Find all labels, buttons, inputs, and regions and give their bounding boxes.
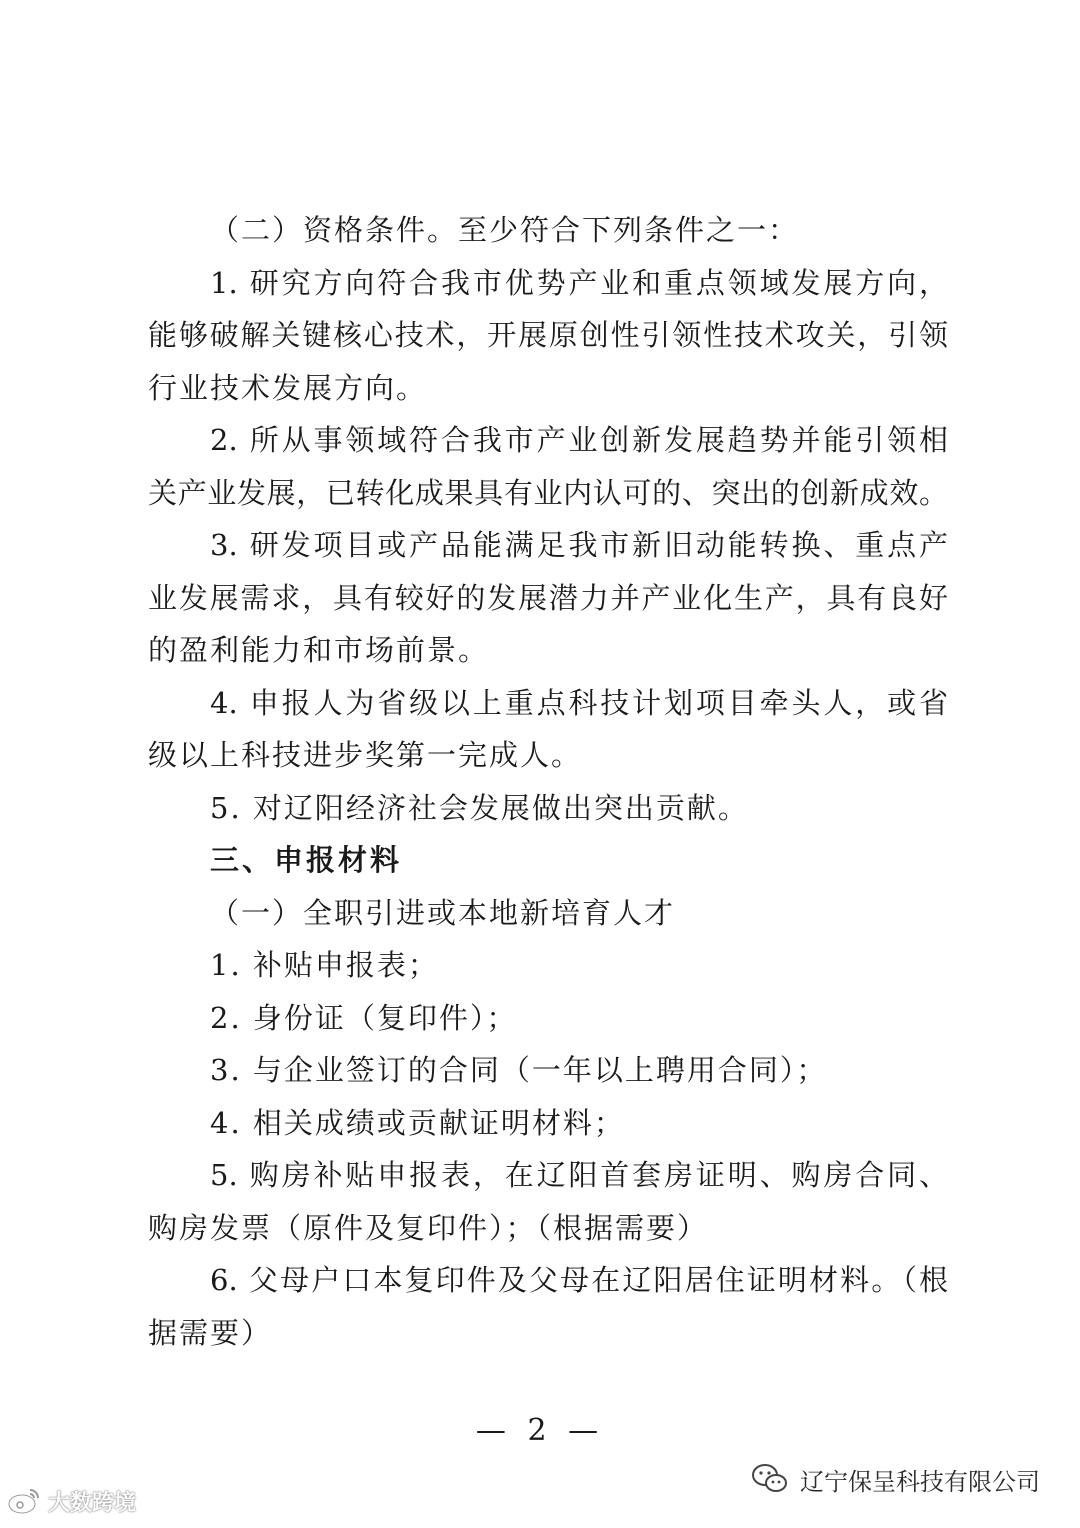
text-line: 5. 购房补贴申报表，在辽阳首套房证明、购房合同、 <box>210 1158 948 1192</box>
watermark-left <box>6 1482 136 1520</box>
text-line: 业发展需求，具有较好的发展潜力并产业化生产，具有良好 <box>148 580 948 615</box>
watermark-left-text: 大数跨境 <box>48 1490 137 1516</box>
text-line: （二）资格条件。至少符合下列条件之一： <box>210 213 800 247</box>
text-line: 1. 研究方向符合我市优势产业和重点领域发展方向， <box>210 265 948 300</box>
text-line: 的盈利能力和市场前景。 <box>148 633 490 667</box>
document-body <box>148 204 948 1359</box>
text-line: 级以上科技进步奖第一完成人。 <box>148 738 583 772</box>
text-line: 关产业发展，已转化成果具有业内认可的、突出的创新成效。 <box>148 475 948 510</box>
watermark-right <box>750 1457 1040 1501</box>
text-line: 2. 所从事领域符合我市产业创新发展趋势并能引领相 <box>210 423 948 457</box>
text-line: 据需要） <box>148 1315 273 1350</box>
text-line: 行业技术发展方向。 <box>148 370 428 405</box>
section-heading: 三、申报材料 <box>210 843 403 877</box>
text-line: 3. 与企业签订的合同（一年以上聘用合同）； <box>210 1053 828 1087</box>
text-line: 4. 申报人为省级以上重点科技计划项目牵头人，或省 <box>210 685 948 720</box>
text-line: 4. 相关成绩或贡献证明材料； <box>210 1105 625 1140</box>
text-line: 购房发票（原件及复印件）；（根据需要） <box>148 1210 709 1245</box>
watermark-right-text: 辽宁保呈科技有限公司 <box>800 1467 1040 1496</box>
text-line: 5. 对辽阳经济社会发展做出突出贡献。 <box>210 790 749 825</box>
wechat-icon <box>750 1462 790 1496</box>
text-line: 3. 研发项目或产品能满足我市新旧动能转换、重点产 <box>210 528 948 562</box>
text-line: 1. 补贴申报表； <box>210 948 439 982</box>
text-line: 能够破解关键核心技术，开展原创性引领性技术攻关，引领 <box>148 318 948 352</box>
page-number: — 2 — <box>475 1413 605 1448</box>
text-line: 2. 身份证（复印件）； <box>210 1000 518 1035</box>
weibo-icon <box>6 1486 42 1516</box>
text-line: （一）全职引进或本地新培育人才 <box>210 895 676 930</box>
text-line: 6. 父母户口本复印件及父母在辽阳居住证明材料。（根 <box>210 1263 948 1297</box>
